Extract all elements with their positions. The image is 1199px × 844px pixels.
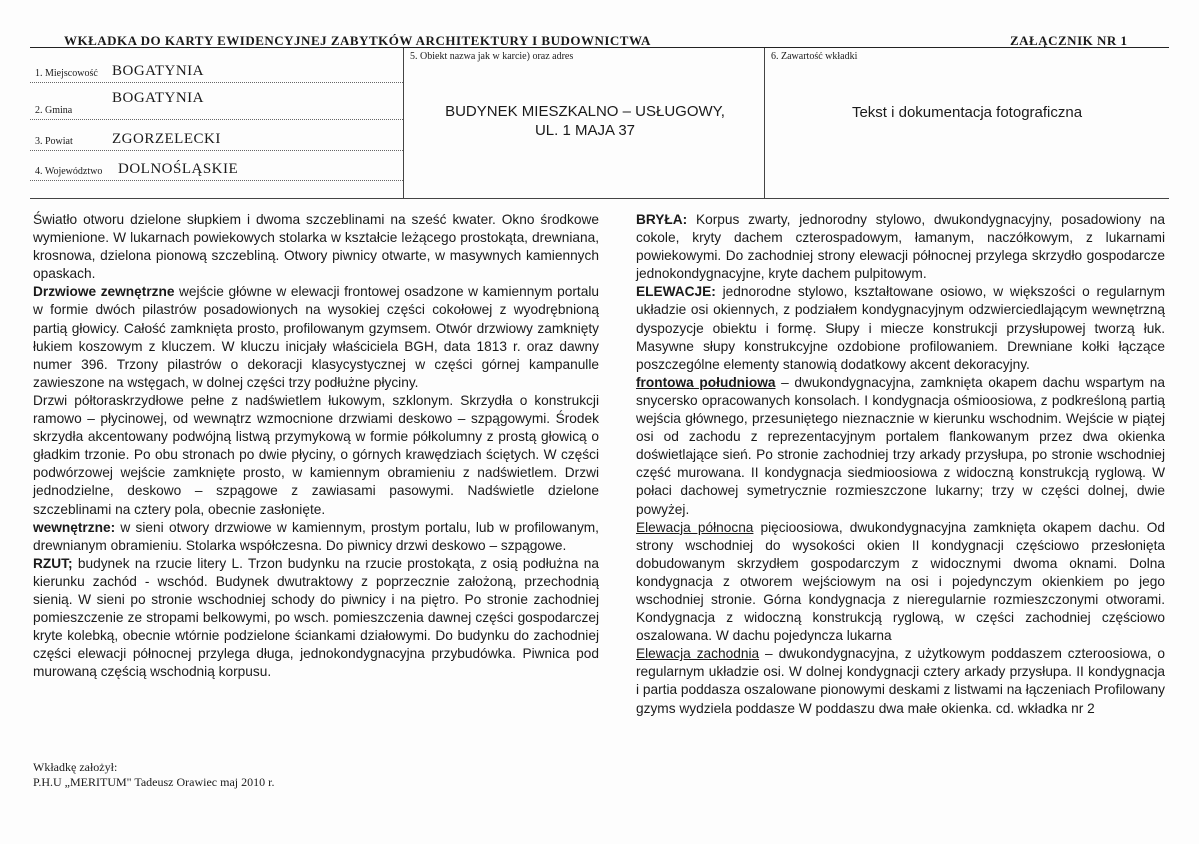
object-name	[404, 102, 766, 140]
exterior-doors-heading: Drzwiowe zewnętrzne	[33, 284, 175, 300]
object-name-line1: BUDYNEK MIESZKALNO – USŁUGOWY,	[445, 103, 725, 120]
object-label: 5. Obiekt nazwa jak w karcie) oraz adres	[410, 51, 574, 62]
west-elevation-heading: Elewacja zachodnia	[636, 646, 760, 662]
location-box	[30, 48, 403, 198]
elevations-text: jednorodne stylowo, kształtowane osiowo, w większości o regularnym układzie osi okiennych, z podziałem kondygnacyjnym odzwierciedlającym wewnętrzną dyspozycje obiektu i formę. Słupy i miecze konstrukcji przysłupowej tworzą łuk. Masywne słupy konstrukcyjne ozdobione profilowaniem. Drewniane kołki łączące poszczególne elementy stanowią dodatkowy akcent dekoracyjny.	[636, 284, 1165, 372]
object-box	[403, 48, 765, 198]
front-elevation-text: – dwukondygnacyjna, zamknięta okapem dachu wspartym na snycersko opracowanych konsolach. I kondygnacja ośmioosiowa, z podkreśloną partią wejścia głównego, przesuniętego nieznacznie w kierunku wschodnim. Wejście w piątej osi od zachodu z reprezentacyjnym portalem flankowanym przez dwa okienka doświetlające sień. Po stronie zachodniej trzy arkady przysłupa, po stronie wschodniej część murowana. II kondygnacja siedmioosiowa z widoczną konstrukcją ryglową. W połaci dachowej symetrycznie rozmieszczone lukarny; trzy w części dolnej, dwie powyżej.	[636, 374, 1165, 517]
right-text-column	[636, 211, 1165, 718]
author-footer	[33, 760, 274, 790]
town-row	[30, 63, 403, 83]
front-elevation-heading: frontowa południowa	[636, 374, 776, 390]
west-elevation-paragraph	[636, 645, 1165, 717]
plan-heading: RZUT;	[33, 555, 73, 571]
county-value: ZGORZELECKI	[112, 131, 221, 147]
west-elevation-text: – dwukondygnacyjna, z użytkowym poddaszem czteroosiowa, o regularnym układzie osi. W dolnej kondygnacji cztery arkady przysłupa. II kondygnacja i partia poddasza oszalowane pionowymi deskami z listwami na łączeniach Profilowany gzyms wydziela poddasze W poddaszu dwa małe okienka. cd. wkładka nr 2	[636, 646, 1165, 716]
left-text-column	[33, 211, 599, 681]
commune-label: 2. Gmina	[35, 105, 73, 116]
north-elevation-text: pięcioosiowa, dwukondygnacyjna zamknięta okapem dachu. Od strony wschodniej do wysokości okien II kondygnacji częściowo przesłonięta dobudowanym skrzydłem gospodarczym z widocznymi dwoma oknami. Dolna kondygnacja z otworem wejściowym na osi i pojedynczym okienkiem po jego wschodniej stronie. Górna kondygnacja z nieregularnie rozmieszczonymi otworami. Kondygnacja z widoczną konstrukcją ryglową, w części zachodniej częściowo oszalowana. W dachu pojedyncza lukarna	[636, 519, 1165, 644]
commune-row	[30, 90, 403, 120]
north-elevation-paragraph	[636, 519, 1165, 646]
voivodeship-label: 4. Województwo	[35, 166, 103, 177]
massing-text: Korpus zwarty, jednorodny stylowo, dwukondygnacyjny, posadowiony na cokole, kryty dachem czterospadowym, łamanym, naczółkowym, z lukarnami powiekowymi. Do zachodniej strony elewacji północnej przylega skrzydło gospodarcze jednokondygnacyjne, kryte dachem pulpitowym.	[636, 212, 1165, 282]
interior-doors-text: w sieni otwory drzwiowe w kamiennym, prostym portalu, lub w profilowanym, drewnianym obramieniu. Stolarka współczesna. Do piwnicy drzwi deskowo – szpągowe.	[33, 519, 599, 553]
county-label: 3. Powiat	[35, 136, 73, 147]
plan-paragraph	[33, 555, 599, 682]
elevations-paragraph	[636, 283, 1165, 373]
elevations-heading: ELEWACJE:	[636, 284, 716, 300]
contents-label: 6. Zawartość wkładki	[771, 51, 858, 62]
doors-paragraph: Drzwi półtoraskrzydłowe pełne z nadświetlem łukowym, szklonym. Skrzydła o konstrukcji ramowo – płycinowej, od wewnątrz wzmocnione drzwiami deskowo – szpągowymi. Środek skrzydła akcentowany podwójną listwą przymykową w formie półkolumny z prostą głowicą o gładkim trzonie. Po obu stronach po dwie płyciny, o górnych krawędziach ściętych. W części podwórzowej wejście zamknięte prosto, w kamiennym obramieniu z nadświetlem. Drzwi jednodzielne, deskowo – szpągowe z zawiasami pasowymi. Nadświetle dzielone szczeblinami na cztery pola, obecnie zasłonięte.	[33, 392, 599, 517]
voivodeship-value: DOLNOŚLĄSKIE	[118, 161, 239, 177]
interior-doors-paragraph	[33, 519, 599, 555]
header-bottom-divider	[30, 198, 1169, 199]
openings-paragraph: Światło otworu dzielone słupkiem i dwoma szczeblinami na sześć kwater. Okno środkowe wymienione. W lukarnach powiekowych stolarka w kształcie leżącego prostokąta, drewniana, krosnowa, dzielona pionową szczebliną. Otwory piwnicy otwarte, w masywnych kamiennych opaskach.	[33, 212, 599, 282]
document-title: WKŁADKA DO KARTY EWIDENCYJNEJ ZABYTKÓW ARCHITEKTURY I BUDOWNICTWA	[64, 33, 651, 48]
plan-text: budynek na rzucie litery L. Trzon budynku na rzucie prostokąta, z osią podłużna na kierunku zachód - wschód. Budynek dwutraktowy z poprzecznie założoną, przechodnią sienią. W sieni po stronie wschodniej schody do piwnicy i na piętro. Po stronie zachodniej pomieszczenie ze stropami belkowymi, po wsch. pomieszczenia dawnej części gospodarczej kryte kolebką, obecnie wtórnie podzielone ściankami działowymi. Do budynku do zachodniej części elewacji północnej przylega długa, jednokondygnacyjna przybudówka. Piwnica pod murowaną częścią wschodnią korpusu.	[33, 555, 599, 680]
exterior-doors-text: wejście główne w elewacji frontowej osadzone w kamiennym portalu w formie dwóch pilastrów posadowionych na wysokiej części cokołowej z wyodrębnioną partią głowicy. Całość zamknięta prosto, profilowanym gzymsem. Otwór drzwiowy zamknięty łukiem koszowym z kluczem. W kluczu inicjały właściciela BGH, data 1813 r. oraz dawny numer 396. Trzony pilastrów o dekoracji klasycystycznej w części górnej kampanulle zawieszone na wstęgach, w dolnej części trzy podłużne płyciny.	[33, 284, 599, 390]
front-elevation-paragraph	[636, 374, 1165, 519]
massing-heading: BRYŁA:	[636, 212, 688, 227]
town-label: 1. Miejscowość	[35, 68, 98, 79]
north-elevation-heading: Elewacja północna	[636, 519, 754, 535]
interior-doors-heading: wewnętrzne:	[33, 519, 116, 535]
town-value: BOGATYNIA	[112, 63, 204, 79]
object-name-line2: UL. 1 MAJA 37	[534, 122, 636, 139]
author-name: P.H.U „MERITUM" Tadeusz Orawiec maj 2010 r.	[33, 775, 275, 789]
county-row	[30, 131, 403, 151]
voivodeship-row	[30, 161, 403, 181]
commune-value: BOGATYNIA	[112, 90, 204, 106]
contents-value: Tekst i dokumentacja fotograficzna	[851, 104, 1083, 121]
contents-box	[765, 48, 1169, 198]
annex-label: ZAŁĄCZNIK NR 1	[1010, 33, 1128, 48]
author-label: Wkładkę założył:	[33, 760, 118, 774]
exterior-doors-paragraph	[33, 283, 599, 392]
massing-paragraph	[636, 211, 1165, 283]
